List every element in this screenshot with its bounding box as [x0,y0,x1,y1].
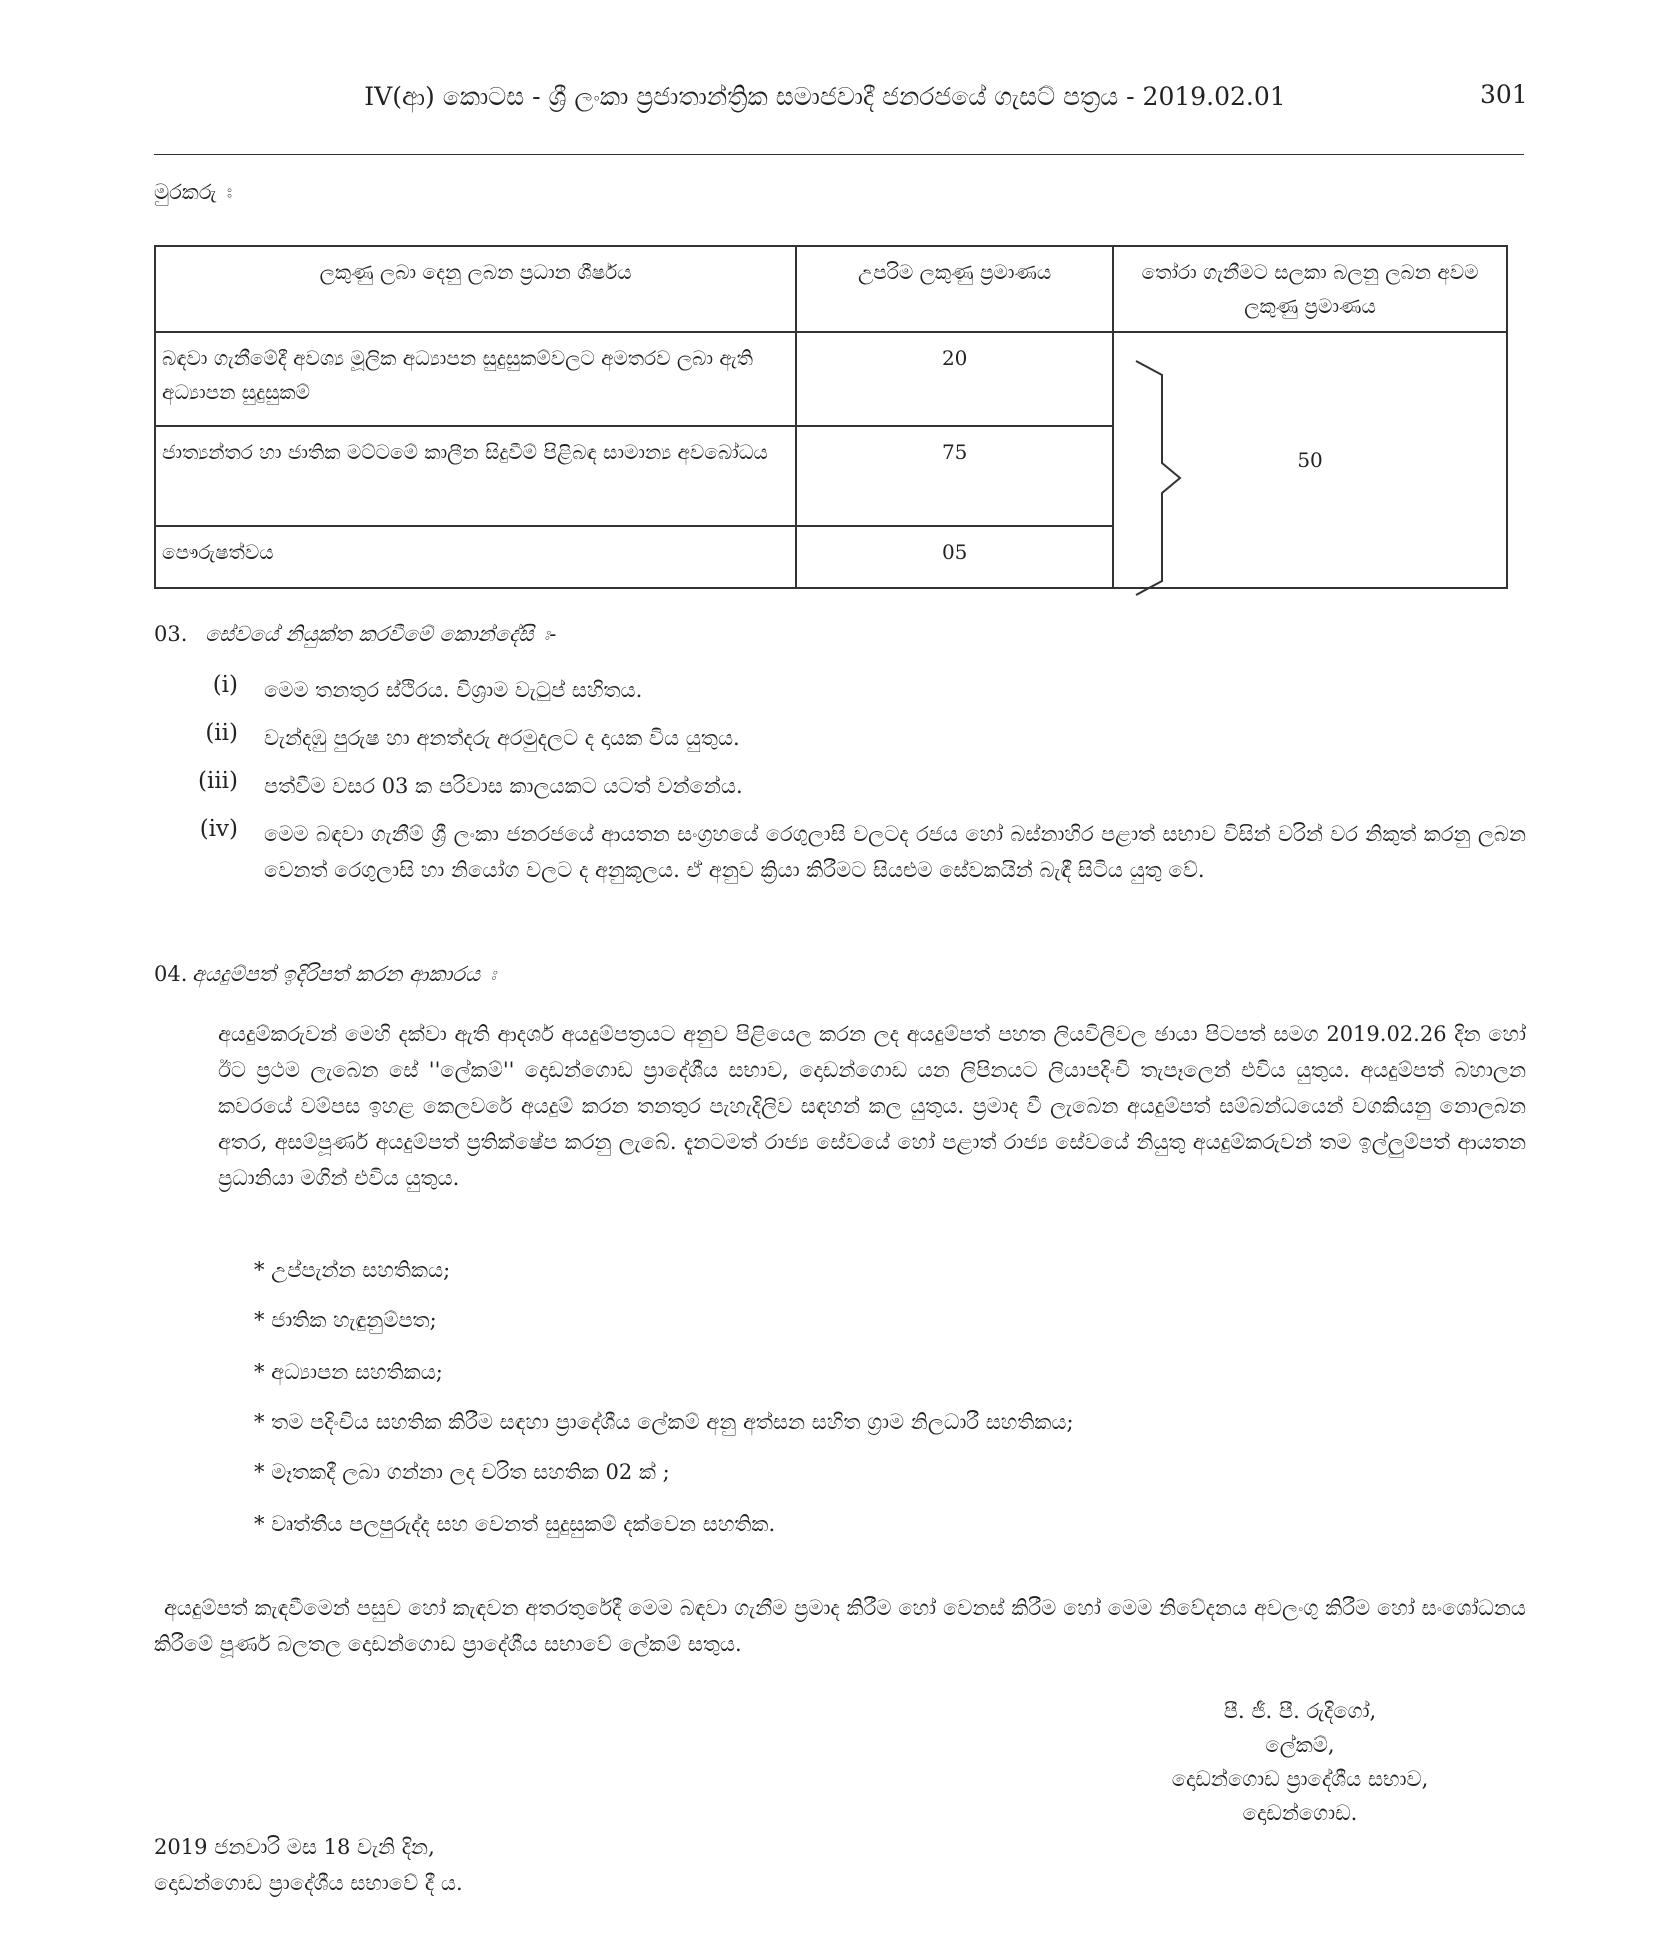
document-list-item: * ජාතික හැඳුනුම්පත; [254,1308,437,1332]
document-list-item: * මෑතකදී ලබා ගන්නා ලද චරිත සහතික 02 ක් ; [254,1460,670,1484]
list-item-text: වැන්දඹු පුරුෂ හා අනත්දරු අරමුදලට ද දායක විය යුතුය. [264,726,740,750]
list-item-text: පත්වීම වසර 03 ක පරිවාස කාලයකට යටත් වන්නේය. [264,774,743,798]
list-item-numeral: (iii) [197,768,238,794]
list-item-numeral: (i) [212,672,238,698]
section-label: මුරකරු ඃ [154,180,233,204]
table-row [155,332,1507,426]
section-3-title: සේවයේ නියුක්ත කරවීමේ කොන්දේසි ඃ- [205,622,557,646]
date-place-line: දොඩන්ගොඩ ප්‍රාදේශීය සභාවේ දී ය. [154,1871,463,1895]
signatory-name: පී. ජී. පී. රුදිගෝ, [1223,1699,1377,1723]
document-list-item: * උප්පැන්න සහතිකය; [254,1258,451,1282]
document-list-item: * වෘත්තීය පලපුරුද්ද සහ වෙනත් සුදුසුකම් දක්වෙන සහතික. [254,1512,776,1536]
page-header-title: IV(ආ) කොටස - ශ්‍රී ලංකා ප්‍රජාතාන්ත්‍රික සමාජවාදී ජනරජයේ ගැසට් පත්‍රය - 2019.02.01 [364,82,1286,111]
marks-table [154,245,1508,589]
list-item-numeral: (ii) [205,720,238,746]
curly-brace-icon [1134,353,1184,603]
list-item-numeral: (iv) [199,816,238,842]
signatory-title: ලේකම්, [1265,1733,1335,1757]
section-4-title: අයදුම්පත් ඉදිරිපත් කරන ආකාරය ඃ [192,962,496,986]
table-cell-subject: පෞරුෂත්වය [155,526,796,588]
closing-paragraph: අයදුම්පත් කැඳවීමෙන් පසුව හෝ කැඳවන අතරතුරේදී මෙම බඳවා ගැනීම ප්‍රමාද කිරීම හෝ වෙනස් කිරීම හෝ මෙම නිවේදනය අවලංගු කිරීම හෝ සංශෝධනය කිරීමේ පූර්ණ බලතල දොඩන්ගොඩ ප්‍රාදේශීය සභාවේ ලේකම් සතුය. [154,1596,1526,1656]
table-header-subject: ලකුණු ලබා දෙනු ලබන ප්‍රධාන ශීර්ෂය [155,246,796,332]
date-line: 2019 ජනවාරි මස 18 වැනි දින, [154,1835,435,1859]
table-header-row [155,246,1507,332]
table-cell-max: 20 [796,332,1113,426]
list-item-text: මෙම බඳවා ගැනීම් ශ්‍රී ලංකා ජනරජයේ ආයතන සංග්‍රහයේ රෙගුලාසි වලටද රජය හෝ බස්නාහිර පළාත් සභාව විසින් වරින් වර නිකුත් කරනු ලබන වෙනත් රෙගුලාසි හා නියෝග වලට ද අනුකූලය. ඒ අනුව ක්‍රියා කිරීමට සියළුම සේවකයින් බැඳී සිටිය යුතු වේ. [264,822,1526,882]
table-cell-minimum [1113,332,1507,588]
table-header-max: උපරිම ලකුණු ප්‍රමාණය [796,246,1113,332]
list-item-text: මෙම තනතුර ස්ථිරය. විශ්‍රාම වැටුප් සහිතය. [264,678,643,702]
section-4-number: 04. [154,962,188,986]
table-cell-max: 75 [796,426,1113,526]
document-list-item: * අධ්‍යාපන සහතිකය; [254,1360,443,1384]
signatory-office: දොඩන්ගොඩ ප්‍රාදේශීය සභාව, [1171,1767,1429,1791]
document-list-item: * තම පදිංචිය සහතික කිරීම සඳහා ප්‍රාදේශීය ලේකම් අනු අත්සන සහිත ග්‍රාම නිලධාරී සහතිකය; [254,1410,1074,1434]
application-instructions-paragraph: අයදුම්කරුවන් මෙහි දක්වා ඇති ආදර්ශ අයදුම්පත්‍රයට අනුව පිළියෙල කරන ලද අයදුම්පත් පහත ලියවිලිවල ඡායා පිටපත් සමග 2019.02.26 දින හෝ ඊට ප්‍රථම ලැබෙන සේ ''ලේකම්'' දොඩන්ගොඩ ප්‍රාදේශීය සභාව, දොඩන්ගොඩ යන ලිපිනයට ලියාපදිංචි තැපෑලෙන් එවිය යුතුය. අයදුම්පත් බහාලන කවරයේ වම්පස ඉහළ කෙලවරේ අයදුම් කරන තනතුර පැහැදිලිව සඳහන් කල යුතුය. ප්‍රමාද වී ලැබෙන අයදුම්පත් සම්බන්ධයෙන් වගකියනු නොලබන අතර, අසම්පූර්ණ අයදුම්පත් ප්‍රතික්ෂේප කරනු ලැබේ. දැනටමත් රාජ්‍ය සේවයේ හෝ පළාත් රාජ්‍ය සේවයේ නියුතු අයදුම්කරුවන් තම ඉල්ලුම්පත් ආයතන ප්‍රධානියා මගින් එවිය යුතුය. [218,1022,1526,1190]
table-cell-max: 05 [796,526,1113,588]
signatory-place: දොඩන්ගොඩ. [1242,1801,1358,1825]
section-3-number: 03. [154,622,188,646]
header-divider [154,154,1524,155]
page-number: 301 [1480,80,1528,109]
table-cell-subject: බඳවා ගැනීමේදී අවශ්‍ය මූලික අධ්‍යාපන සුදුසුකම්වලට අමතරව ලබා ඇති අධ්‍යාපන සුදුසුකම් [155,332,796,426]
table-cell-subject: ජාත්‍යන්තර හා ජාතික මට්ටමේ කාලීන සිදුවීම් පිළිබඳ සාමාන්‍ය අවබෝධය [155,426,796,526]
table-header-min: තෝරා ගැනීමට සලකා බලනු ලබන අවම ලකුණු ප්‍රමාණය [1113,246,1507,332]
minimum-marks-value: 50 [1297,448,1323,472]
